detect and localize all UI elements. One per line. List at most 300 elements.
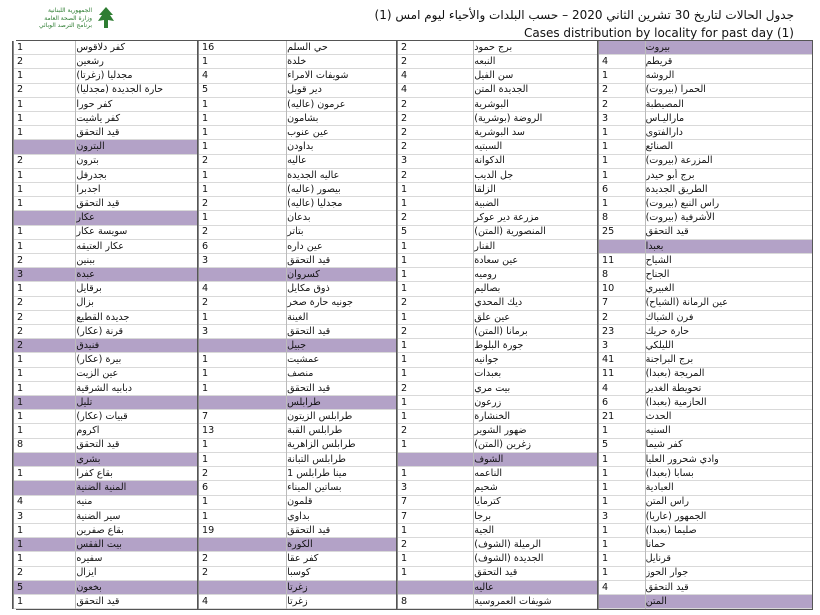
case-count-cell: 5 <box>199 84 286 98</box>
locality-name-cell: المنصورية (المتن) <box>474 226 597 240</box>
case-count-cell: 2 <box>398 382 473 396</box>
region-header-cell: بيت الفقس <box>76 538 197 552</box>
case-count-cell: 6 <box>599 396 645 410</box>
case-count-cell: 1 <box>14 41 75 55</box>
locality-name-cell: الغينة <box>287 311 396 325</box>
locality-name-cell: السنيه <box>646 424 812 438</box>
case-count-cell: 7 <box>398 510 473 524</box>
locality-name-cell: كفر ياشيت <box>76 112 197 126</box>
case-count-cell: 1 <box>14 410 75 424</box>
locality-name-cell: روميه <box>474 268 597 282</box>
case-count-cell: 1 <box>14 98 75 112</box>
locality-name-cell: مجدليا (عاليه) <box>287 197 396 211</box>
locality-name-cell: عين الرمانة (الشياح) <box>646 297 812 311</box>
case-count-cell: 1 <box>14 524 75 538</box>
locality-name-cell: الغبيري <box>646 282 812 296</box>
case-count-cell: 1 <box>599 453 645 467</box>
case-count-cell: 2 <box>398 424 473 438</box>
case-count-cell: 1 <box>398 311 473 325</box>
locality-name-cell: سد البوشرية <box>474 126 597 140</box>
locality-name-cell: بساتين الميناء <box>287 481 396 495</box>
locality-name-cell: زرعون <box>474 396 597 410</box>
locality-name-cell: اجدبرا <box>76 183 197 197</box>
locality-name-cell: ايزال <box>76 567 197 581</box>
case-count-cell: 3 <box>398 481 473 495</box>
case-count-cell: 2 <box>398 325 473 339</box>
region-header-cell: بشري <box>76 453 197 467</box>
case-count-cell: 1 <box>398 410 473 424</box>
locality-name-cell: بدعان <box>287 211 396 225</box>
case-count-cell: 1 <box>14 368 75 382</box>
case-count-cell: 1 <box>14 467 75 481</box>
case-count-cell: 3 <box>599 339 645 353</box>
case-count-cell: 8 <box>599 268 645 282</box>
case-count-cell: 3 <box>14 510 75 524</box>
locality-name-cell: الدكوانة <box>474 155 597 169</box>
case-count-cell: 1 <box>199 126 286 140</box>
locality-name-cell: كفر شيما <box>646 439 812 453</box>
locality-name-cell: الليلكي <box>646 339 812 353</box>
locality-name-cell: بعبدات <box>474 368 597 382</box>
locality-name-cell: عمشيت <box>287 353 396 367</box>
locality-name-cell: بشامون <box>287 112 396 126</box>
case-count-cell: 2 <box>599 311 645 325</box>
locality-name-cell: الصنائع <box>646 140 812 154</box>
locality-name-cell: منصف <box>287 368 396 382</box>
case-count-cell: 21 <box>599 410 645 424</box>
locality-name-cell: زغرتا <box>287 595 396 609</box>
case-count-cell: 1 <box>398 268 473 282</box>
case-count-cell: 2 <box>398 112 473 126</box>
locality-name-cell: كوسبا <box>287 567 396 581</box>
locality-name-cell: طرابلس الزاهرية <box>287 439 396 453</box>
case-count-cell: 1 <box>14 226 75 240</box>
region-header-cell: الشوف <box>474 453 597 467</box>
case-count-cell: 1 <box>398 183 473 197</box>
case-count-cell: 41 <box>599 353 645 367</box>
case-count-cell: 6 <box>199 240 286 254</box>
locality-name-cell: وادي شحرور العليا <box>646 453 812 467</box>
case-count-cell: 3 <box>14 268 75 282</box>
case-count-cell <box>199 396 286 410</box>
locality-name-cell: مجدليا (زغرتا) <box>76 69 197 83</box>
locality-name-cell: قيد التحقق <box>646 226 812 240</box>
locality-name-cell: الجناح <box>646 268 812 282</box>
case-count-cell: 3 <box>199 325 286 339</box>
case-count-cell: 7 <box>199 410 286 424</box>
locality-name-cell: الضبية <box>474 197 597 211</box>
region-header-cell: فنيدق <box>76 339 197 353</box>
locality-name-cell: قبيات (عكار) <box>76 410 197 424</box>
locality-name-cell: الأشرفية (بيروت) <box>646 211 812 225</box>
locality-name-cell: بجدرفل <box>76 169 197 183</box>
locality-name-cell: قيد التحقق <box>287 325 396 339</box>
case-count-cell: 1 <box>599 538 645 552</box>
name-column <box>287 41 396 609</box>
case-count-cell: 1 <box>599 496 645 510</box>
locality-name-cell: بداوي <box>287 510 396 524</box>
locality-name-cell: قيد التحقق <box>76 197 197 211</box>
case-count-cell: 1 <box>199 140 286 154</box>
case-count-cell: 4 <box>199 282 286 296</box>
case-count-cell: 1 <box>599 140 645 154</box>
logo-line: وزارة الصحة العامة <box>44 14 92 22</box>
case-count-cell: 1 <box>398 254 473 268</box>
case-count-cell: 1 <box>199 98 286 112</box>
locality-name-cell: الروضة (بوشرية) <box>474 112 597 126</box>
locality-name-cell: كفر دلاقوس <box>76 41 197 55</box>
case-count-cell: 7 <box>398 496 473 510</box>
locality-name-cell: شويفات العمروسية <box>474 595 597 609</box>
locality-name-cell: جل الديب <box>474 169 597 183</box>
locality-name-cell: عين علق <box>474 311 597 325</box>
case-count-cell: 10 <box>599 282 645 296</box>
count-column <box>598 41 646 609</box>
locality-name-cell: طرابلس القبة <box>287 424 396 438</box>
case-count-cell: 2 <box>199 552 286 566</box>
locality-name-cell: دبابيه الشرقية <box>76 382 197 396</box>
locality-name-cell: طرابلس التبانة <box>287 453 396 467</box>
case-count-cell: 1 <box>599 69 645 83</box>
locality-name-cell: مزرعة دير عوكر <box>474 211 597 225</box>
locality-name-cell: الجية <box>474 524 597 538</box>
case-count-cell: 6 <box>599 183 645 197</box>
locality-name-cell: قيد التحقق <box>287 524 396 538</box>
case-count-cell: 1 <box>199 368 286 382</box>
locality-name-cell: بترون <box>76 155 197 169</box>
case-count-cell: 2 <box>14 55 75 69</box>
locality-name-cell: كفر عقا <box>287 552 396 566</box>
locality-name-cell: جوانيه <box>474 353 597 367</box>
case-count-cell: 1 <box>14 282 75 296</box>
region-header-cell: بعبدا <box>646 240 812 254</box>
locality-name-cell: جورة البلوط <box>474 339 597 353</box>
locality-name-cell: عاليه الجديدة <box>287 169 396 183</box>
case-count-cell: 2 <box>398 41 473 55</box>
case-count-cell: 1 <box>398 567 473 581</box>
locality-name-cell: الشياح <box>646 254 812 268</box>
locality-name-cell: قيد التحقق <box>76 595 197 609</box>
case-count-cell: 1 <box>599 552 645 566</box>
case-count-cell: 7 <box>599 297 645 311</box>
locality-name-cell: ديك المحدي <box>474 297 597 311</box>
locality-name-cell: بيت مري <box>474 382 597 396</box>
cedar-emblem-icon <box>96 6 116 30</box>
case-count-cell: 4 <box>14 496 75 510</box>
locality-name-cell: الحازمية (بعبدا) <box>646 396 812 410</box>
case-count-cell: 3 <box>199 254 286 268</box>
locality-name-cell: خلدة <box>287 55 396 69</box>
logo-line: برنامج الترصد الوبائي <box>38 22 92 29</box>
cases-table <box>16 40 813 610</box>
case-count-cell: 1 <box>398 282 473 296</box>
region-header-cell: زغرتا <box>287 581 396 595</box>
case-count-cell: 2 <box>398 126 473 140</box>
locality-name-cell: سفيره <box>76 552 197 566</box>
count-column <box>13 41 76 609</box>
case-count-cell: 1 <box>199 211 286 225</box>
case-count-cell: 11 <box>599 368 645 382</box>
case-count-cell: 1 <box>599 424 645 438</box>
case-count-cell: 13 <box>199 424 286 438</box>
case-count-cell: 1 <box>199 439 286 453</box>
case-count-cell: 16 <box>199 41 286 55</box>
locality-name-cell: تحويطة الغدير <box>646 382 812 396</box>
locality-name-cell: الطريق الجديدة <box>646 183 812 197</box>
name-column <box>76 41 197 609</box>
case-count-cell: 4 <box>599 55 645 69</box>
locality-name-cell: صليما (بعبدا) <box>646 524 812 538</box>
locality-name-cell: بقاع صفرين <box>76 524 197 538</box>
locality-name-cell: بتاتر <box>287 226 396 240</box>
locality-name-cell: بيصور (عاليه) <box>287 183 396 197</box>
case-count-cell: 1 <box>14 112 75 126</box>
table-block <box>396 41 597 609</box>
locality-name-cell: كفر حورا <box>76 98 197 112</box>
name-column <box>474 41 597 609</box>
case-count-cell: 1 <box>599 169 645 183</box>
case-count-cell: 11 <box>599 254 645 268</box>
locality-name-cell: بقاع كفرا <box>76 467 197 481</box>
locality-name-cell: بزال <box>76 297 197 311</box>
locality-name-cell: راس المتن <box>646 496 812 510</box>
case-count-cell: 8 <box>14 439 75 453</box>
locality-name-cell: اكروم <box>76 424 197 438</box>
locality-name-cell: برمانا (المتن) <box>474 325 597 339</box>
locality-name-cell: عاليه <box>287 155 396 169</box>
case-count-cell: 2 <box>199 197 286 211</box>
locality-name-cell: حارة حريك <box>646 325 812 339</box>
case-count-cell: 1 <box>199 496 286 510</box>
locality-name-cell: قريطم <box>646 55 812 69</box>
locality-name-cell: قيد التحقق <box>76 126 197 140</box>
region-header-cell: طرابلس <box>287 396 396 410</box>
region-header-cell: المنية الضنية <box>76 481 197 495</box>
region-header-cell: بيروت <box>646 41 812 55</box>
locality-name-cell: الخنشارة <box>474 410 597 424</box>
case-count-cell: 5 <box>398 226 473 240</box>
case-count-cell: 2 <box>199 297 286 311</box>
case-count-cell: 1 <box>599 481 645 495</box>
case-count-cell: 1 <box>398 439 473 453</box>
locality-name-cell: قيد التحقق <box>76 439 197 453</box>
case-count-cell: 2 <box>14 567 75 581</box>
locality-name-cell: قرنايل <box>646 552 812 566</box>
case-count-cell: 19 <box>199 524 286 538</box>
locality-name-cell: دارالفتوى <box>646 126 812 140</box>
case-count-cell: 4 <box>199 69 286 83</box>
case-count-cell: 2 <box>199 226 286 240</box>
case-count-cell: 1 <box>14 424 75 438</box>
case-count-cell: 1 <box>599 524 645 538</box>
table-block <box>597 41 812 609</box>
logo-text <box>39 7 92 30</box>
case-count-cell: 4 <box>599 581 645 595</box>
locality-name-cell: البوشرية <box>474 98 597 112</box>
locality-name-cell: عين الزيت <box>76 368 197 382</box>
locality-name-cell: الرميلة (الشوف) <box>474 538 597 552</box>
locality-name-cell: الجديدة (الشوف) <box>474 552 597 566</box>
case-count-cell <box>199 581 286 595</box>
region-header-cell: جبيل <box>287 339 396 353</box>
case-count-cell: 8 <box>398 595 473 609</box>
case-count-cell: 1 <box>199 510 286 524</box>
case-count-cell: 2 <box>398 211 473 225</box>
locality-name-cell: برجا <box>474 510 597 524</box>
case-count-cell <box>199 339 286 353</box>
table-block <box>12 41 197 609</box>
case-count-cell: 1 <box>14 382 75 396</box>
locality-name-cell: مينا طرابلس 1 <box>287 467 396 481</box>
locality-name-cell: عرمون (عاليه) <box>287 98 396 112</box>
region-header-cell: عكار <box>76 211 197 225</box>
case-count-cell: 1 <box>398 396 473 410</box>
case-count-cell: 1 <box>398 368 473 382</box>
locality-name-cell: سن الفيل <box>474 69 597 83</box>
case-count-cell: 3 <box>599 510 645 524</box>
case-count-cell: 1 <box>199 112 286 126</box>
locality-name-cell: برج البراجنة <box>646 353 812 367</box>
name-column <box>646 41 812 609</box>
case-count-cell: 1 <box>14 126 75 140</box>
case-count-cell: 1 <box>14 353 75 367</box>
locality-name-cell: النبعه <box>474 55 597 69</box>
locality-name-cell: منيه <box>76 496 197 510</box>
locality-name-cell: المصيطبة <box>646 98 812 112</box>
locality-name-cell: بسابا (بعبدا) <box>646 467 812 481</box>
case-count-cell: 2 <box>14 325 75 339</box>
locality-name-cell: الحدث <box>646 410 812 424</box>
case-count-cell: 6 <box>199 481 286 495</box>
case-count-cell: 3 <box>398 155 473 169</box>
region-header-cell: البترون <box>76 140 197 154</box>
case-count-cell: 23 <box>599 325 645 339</box>
locality-name-cell: دير قوبل <box>287 84 396 98</box>
locality-name-cell: قلمون <box>287 496 396 510</box>
locality-name-cell: المزرعة (بيروت) <box>646 155 812 169</box>
locality-name-cell: الحمرا (بيروت) <box>646 84 812 98</box>
case-count-cell: 2 <box>199 155 286 169</box>
case-count-cell: 1 <box>398 353 473 367</box>
region-header-cell: تليل <box>76 396 197 410</box>
count-column <box>397 41 474 609</box>
case-count-cell: 1 <box>14 240 75 254</box>
case-count-cell: 1 <box>14 169 75 183</box>
case-count-cell: 1 <box>14 197 75 211</box>
table-block <box>197 41 396 609</box>
case-count-cell: 2 <box>199 467 286 481</box>
case-count-cell: 1 <box>398 467 473 481</box>
ministry-logo <box>6 6 118 32</box>
case-count-cell: 1 <box>398 524 473 538</box>
case-count-cell: 4 <box>398 69 473 83</box>
locality-name-cell: سويسة عكار <box>76 226 197 240</box>
locality-name-cell: شحيم <box>474 481 597 495</box>
locality-name-cell: قيد التحقق <box>287 254 396 268</box>
case-count-cell: 1 <box>14 183 75 197</box>
case-count-cell: 2 <box>398 140 473 154</box>
locality-name-cell: جونيه حارة صخر <box>287 297 396 311</box>
locality-name-cell: الناعمه <box>474 467 597 481</box>
case-count-cell: 5 <box>14 581 75 595</box>
case-count-cell: 2 <box>398 55 473 69</box>
case-count-cell <box>599 595 645 609</box>
locality-name-cell: عكار العتيقه <box>76 240 197 254</box>
region-header-cell: المتن <box>646 595 812 609</box>
locality-name-cell: عين داره <box>287 240 396 254</box>
case-count-cell <box>14 211 75 225</box>
locality-name-cell: ضهور الشوير <box>474 424 597 438</box>
locality-name-cell: ببنين <box>76 254 197 268</box>
case-count-cell: 2 <box>14 254 75 268</box>
case-count-cell: 2 <box>398 98 473 112</box>
case-count-cell: 1 <box>599 467 645 481</box>
case-count-cell: 1 <box>398 240 473 254</box>
case-count-cell: 1 <box>398 552 473 566</box>
case-count-cell <box>199 268 286 282</box>
case-count-cell <box>14 140 75 154</box>
case-count-cell: 2 <box>398 169 473 183</box>
locality-name-cell: برج أبو حيدر <box>646 169 812 183</box>
case-count-cell <box>599 41 645 55</box>
case-count-cell: 1 <box>398 339 473 353</box>
case-count-cell: 2 <box>398 538 473 552</box>
locality-name-cell: فرن الشباك <box>646 311 812 325</box>
locality-name-cell: قيد التحقق <box>474 567 597 581</box>
case-count-cell: 1 <box>14 552 75 566</box>
locality-name-cell: قرنة (عكار) <box>76 325 197 339</box>
case-count-cell: 2 <box>14 297 75 311</box>
locality-name-cell: سير الضنية <box>76 510 197 524</box>
locality-name-cell: برقايل <box>76 282 197 296</box>
count-column <box>198 41 287 609</box>
region-header-cell: كسروان <box>287 268 396 282</box>
locality-name-cell: بداودن <box>287 140 396 154</box>
case-count-cell <box>398 453 473 467</box>
locality-name-cell: الروشه <box>646 69 812 83</box>
case-count-cell: 2 <box>14 84 75 98</box>
case-count-cell: 4 <box>398 84 473 98</box>
locality-name-cell: طرابلس الزيتون <box>287 410 396 424</box>
page-title-arabic: جدول الحالات لتاريخ 30 تشرين الثاني 2020 – حسب البلدات والأحياء ليوم امس (1) <box>374 8 794 22</box>
case-count-cell: 1 <box>199 453 286 467</box>
case-count-cell <box>14 453 75 467</box>
case-count-cell: 1 <box>14 396 75 410</box>
case-count-cell <box>398 581 473 595</box>
case-count-cell: 4 <box>599 382 645 396</box>
case-count-cell <box>199 538 286 552</box>
locality-name-cell: ذوق مكايل <box>287 282 396 296</box>
case-count-cell: 1 <box>14 69 75 83</box>
case-count-cell: 2 <box>14 155 75 169</box>
locality-name-cell: جديدة القطيع <box>76 311 197 325</box>
locality-name-cell: الزلقا <box>474 183 597 197</box>
case-count-cell: 2 <box>14 311 75 325</box>
case-count-cell <box>599 240 645 254</box>
case-count-cell: 1 <box>398 197 473 211</box>
case-count-cell: 1 <box>199 353 286 367</box>
locality-name-cell: السبتيه <box>474 140 597 154</box>
case-count-cell: 5 <box>599 439 645 453</box>
case-count-cell: 25 <box>599 226 645 240</box>
locality-name-cell: حمانا <box>646 538 812 552</box>
locality-name-cell: المريجة (بعبدا) <box>646 368 812 382</box>
case-count-cell: 1 <box>199 55 286 69</box>
locality-name-cell: حي السلم <box>287 41 396 55</box>
locality-name-cell: برج حمود <box>474 41 597 55</box>
locality-name-cell: عين سعادة <box>474 254 597 268</box>
case-count-cell: 1 <box>199 311 286 325</box>
